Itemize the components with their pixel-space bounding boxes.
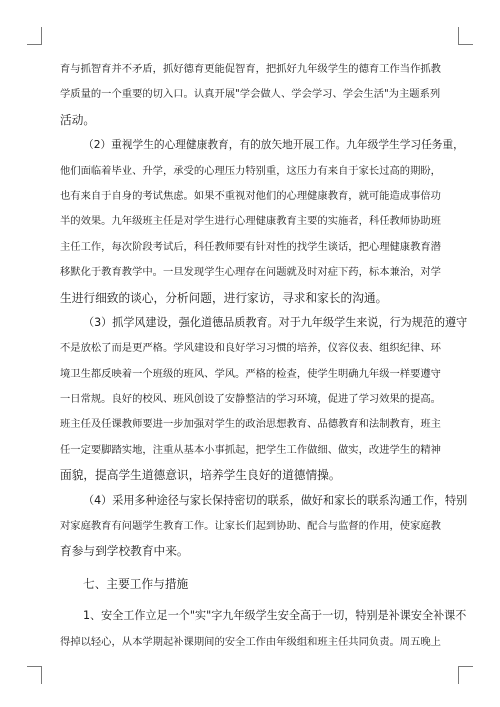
paragraph-intro [60, 62, 445, 127]
text-line: 主任工作，每次阶段考试后，科任教师要有针对性的找学生谈话，把心理健康教育潜 [60, 240, 441, 253]
text-line: 活动。 [60, 112, 96, 127]
crop-mark-top-right-horizontal [458, 44, 473, 45]
text-line: 育与抓智育并不矛盾，抓好德育更能促智育，把抓好九年级学生的德育工作当作抓教 [60, 63, 441, 75]
text-line: 也有来自于自身的考试焦虑。如果不重视对他们的心理健康教育，就可能造成事倍功 [60, 189, 441, 202]
text-line: 得掉以轻心，从本学期起补课期间的安全工作由年级组和班主任共同负责。周五晚上 [60, 635, 441, 648]
paragraph-parents [60, 493, 468, 508]
text-line: （3）抓学风建设，强化道德品质教育。对于九年级学生来说，行为规范的遵守 [83, 315, 468, 329]
text-line: 面貌，提高学生道德意识，培养学生良好的道德情操。 [60, 468, 341, 483]
text-line: 不是放松了而是更严格。学风建设和良好学习习惯的培养，仪容仪表、组织纪律、环 [60, 342, 441, 355]
crop-mark-bottom-left-vertical [41, 666, 42, 684]
paragraph-safety [60, 609, 467, 623]
section-heading-text: 七、主要工作与措施 [83, 576, 189, 591]
paragraph-study-style-body [60, 341, 445, 482]
text-line: 生进行细致的谈心，分析问题，进行家访，寻求和家长的沟通。 [60, 290, 388, 305]
text-line: 对家庭教育有问题学生教育工作。让家长们起到协助、配合与监督的作用，使家庭教 [60, 520, 441, 533]
crop-mark-bottom-right-horizontal [458, 666, 473, 667]
crop-mark-top-left-vertical [41, 27, 42, 45]
paragraph-psychology-body [60, 164, 445, 305]
section-heading [60, 577, 445, 591]
text-line: 育参与到学校教育中来。 [60, 544, 189, 559]
crop-mark-top-right-vertical [458, 27, 459, 45]
document-body [60, 62, 468, 660]
text-line: 学质量的一个重要的切入口。认真开展"学会做人、学会学习、学会生活"为主题系列 [60, 88, 441, 101]
paragraph-parents-body [60, 519, 445, 558]
text-line: 任一定要脚踏实地，注重从基本小事抓起，把学生工作做细、做实，改进学生的精神 [60, 443, 441, 456]
paragraph-safety-body [60, 635, 445, 649]
paragraph-study-style [60, 315, 468, 330]
text-line: （4）采用多种途径与家长保持密切的联系，做好和家长的联系沟通工作，特别 [83, 493, 468, 507]
crop-mark-bottom-left-horizontal [27, 666, 42, 667]
crop-mark-bottom-right-vertical [458, 666, 459, 684]
text-line: 移默化于教育教学中。一旦发现学生心理存在问题就及时对症下药，标本兼治，对学 [60, 266, 441, 279]
paragraph-psychology [60, 138, 464, 152]
text-line: （2）重视学生的心理健康教育，有的放矢地开展工作。九年级学生学习任务重， [83, 138, 464, 152]
text-line: 境卫生都反映着一个班级的班风、学风。严格的检查，使学生明确九年级一样要遵守 [60, 367, 441, 380]
text-line: 他们面临着毕业、升学，承受的心理压力特别重，这压力有来自于家长过高的期盼， [60, 164, 441, 177]
text-line: 1、安全工作立足一个"实"字九年级学生安全高于一切，特别是补课安全补课不 [83, 609, 467, 623]
text-line: 半的效果。九年级班主任是对学生进行心理健康教育主要的实施者，科任教师协助班 [60, 215, 441, 228]
crop-mark-top-left-horizontal [27, 44, 42, 45]
text-line: 班主任及任课教师要进一步加强对学生的政治思想教育、品德教育和法制教育，班主 [60, 418, 441, 431]
text-line: 一日常规。良好的校风、班风创设了安静整洁的学习环境，促进了学习效果的提高。 [60, 393, 441, 406]
